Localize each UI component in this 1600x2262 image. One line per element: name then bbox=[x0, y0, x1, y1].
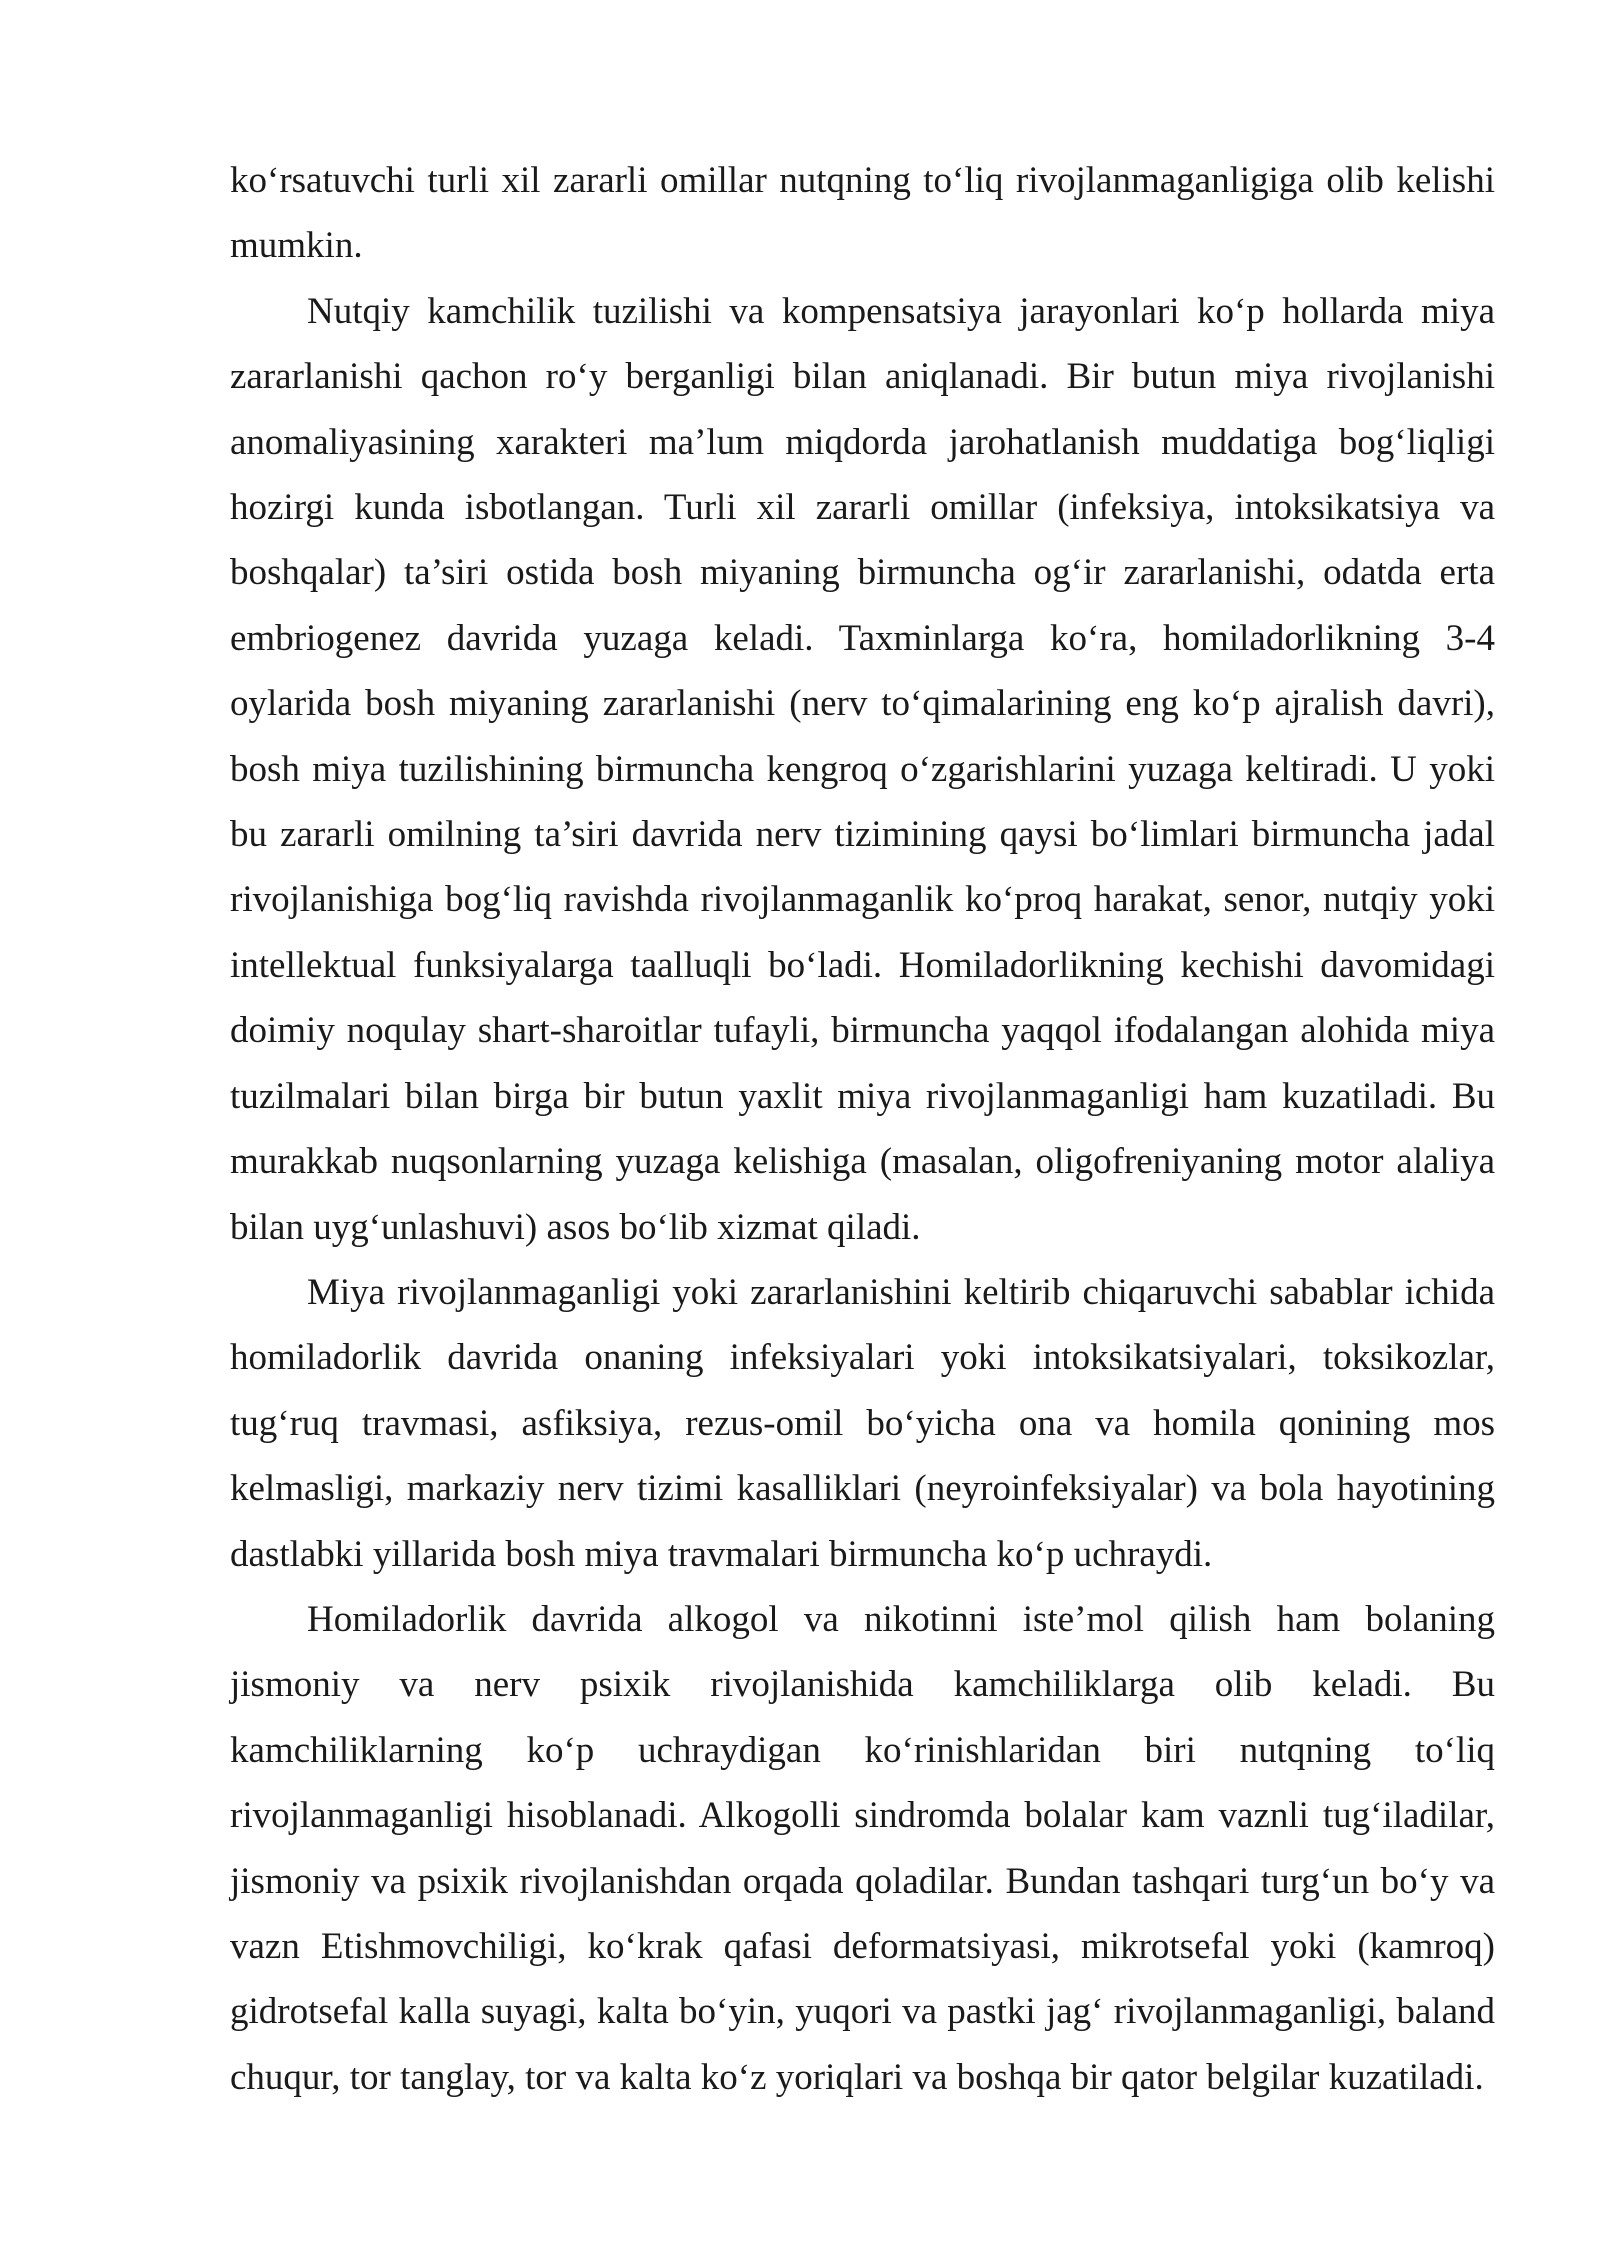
paragraph-1: ko‘rsatuvchi turli xil zararli omillar nutqning to‘liq rivojlanmaganligiga olib kelishi mumkin. bbox=[230, 160, 1495, 267]
paragraph-2: Nutqiy kamchilik tuzilishi va kompensatsiya jarayonlari ko‘p hollarda miya zararlanishi qachon ro‘y berganligi bilan aniqlanadi. Bir butun miya rivojlanishi anomaliyasining xarakteri ma’lum miqdorda jarohatlanish muddatiga bog‘liqligi hozirgi kunda isbotlangan. Turli xil zararli omillar (infeksiya, intoksikatsiya va boshqalar) ta’siri ostida bosh miyaning birmuncha og‘ir zararlanishi, odatda erta embriogenez davrida yuzaga keladi. Taxminlarga ko‘ra, homiladorlikning 3-4 oylarida bosh miyaning zararlanishi (nerv to‘qimalarining eng ko‘p ajralish davri), bosh miya tuzilishining birmuncha kengroq o‘zgarishlarini yuzaga keltiradi. U yoki bu zararli omilning ta’siri davrida nerv tizimining qaysi bo‘limlari birmuncha jadal rivojlanishiga bog‘liq ravishda rivojlanmaganlik ko‘proq harakat, senor, nutqiy yoki intellektual funksiyalarga taalluqli bo‘ladi. Homiladorlikning kechishi davomidagi doimiy noqulay shart-sharoitlar tufayli, birmuncha yaqqol ifodalangan alohida miya tuzilmalari bilan birga bir butun yaxlit miya rivojlanmaganligi ham kuzatiladi. Bu murakkab nuqsonlarning yuzaga kelishiga (masalan, oligofreniyaning motor alaliya bilan uyg‘unlashuvi) asos bo‘lib xizmat qiladi. bbox=[230, 290, 1495, 1248]
paragraph-4: Homiladorlik davrida alkogol va nikotinni iste’mol qilish ham bolaning jismoniy va nerv psixik rivojlanishida kamchiliklarga olib keladi. Bu kamchiliklarning ko‘p uchraydigan ko‘rinishlaridan biri nutqning to‘liq rivojlanmaganligi hisoblanadi. Alkogolli sindromda bolalar kam vaznli tug‘iladilar, jismoniy va psixik rivojlanishdan orqada qoladilar. Bundan tashqari turg‘un bo‘y va vazn Etishmovchiligi, ko‘krak qafasi deformatsiyasi, mikrotsefal yoki (kamroq) gidrotsefal kalla suyagi, kalta bo‘yin, yuqori va pastki jag‘ rivojlanmaganligi, baland chuqur, tor tanglay, tor va kalta ko‘z yoriqlari va boshqa bir qator belgilar kuzatiladi. bbox=[230, 1598, 1495, 2098]
document-body bbox=[230, 148, 1495, 2110]
paragraph-3: Miya rivojlanmaganligi yoki zararlanishini keltirib chiqaruvchi sabablar ichida homiladorlik davrida onaning infeksiyalari yoki intoksikatsiyalari, toksikozlar, tug‘ruq travmasi, asfiksiya, rezus-omil bo‘yicha ona va homila qonining mos kelmasligi, markaziy nerv tizimi kasalliklari (neyroinfeksiyalar) va bola hayotining dastlabki yillarida bosh miya travmalari birmuncha ko‘p uchraydi. bbox=[230, 1271, 1495, 1575]
